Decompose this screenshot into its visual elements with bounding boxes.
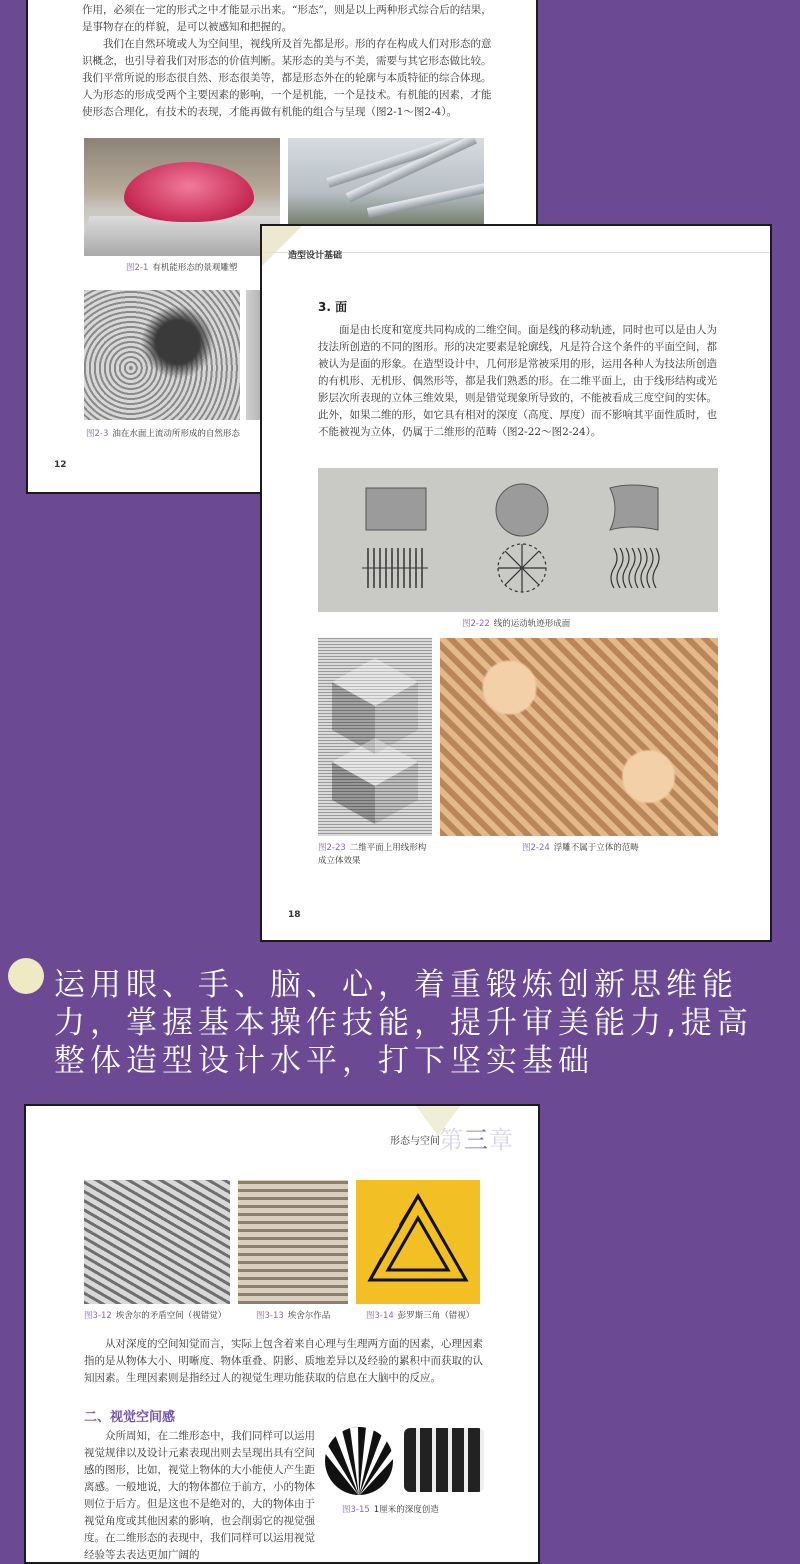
caption-text: 埃舍尔的矛盾空间（视错觉） — [115, 1311, 227, 1321]
subsection-title: 二、视觉空间感 — [84, 1410, 176, 1425]
figure-3-13-caption — [256, 1310, 356, 1323]
bullet-dot — [8, 958, 44, 994]
figure-3-14-caption — [366, 1310, 486, 1323]
banner-text: 运用眼、手、脑、心，着重锻炼创新思维能力，掌握基本操作技能，提升审美能力,提高整体造型设计水平，打下坚实基础 — [54, 967, 753, 1079]
page-number: 12 — [54, 460, 67, 470]
page-12-body — [82, 2, 492, 121]
wavy-lines — [611, 548, 659, 588]
shape-trajectory-figure — [318, 468, 718, 612]
header-title: 造型设计基础 — [288, 251, 343, 261]
penrose-triangle-image — [356, 1180, 480, 1304]
chapter-paragraph-1: 从对深度的空间知觉而言，实际上包含着来自心理与生理两方面的因素，心理因素指的是从物体大小、明晰度、物体重叠、阴影、质地差异以及经验的累积中而获取的认知因素。生理因素则是指经过人的视觉生理功能获取的信息在大脑中的反应。 — [84, 1338, 483, 1384]
chapter-suffix: 章 — [489, 1126, 514, 1154]
cylinder-depth-image — [404, 1428, 484, 1492]
red-lips-shape — [124, 162, 254, 222]
chapter-heading — [439, 1120, 514, 1155]
steel-sculpture-image — [288, 138, 484, 228]
caption-text: 埃舍尔作品 — [287, 1311, 331, 1321]
sculpture-base — [84, 216, 280, 256]
caption-text: 1厘米的深度创造 — [373, 1505, 439, 1515]
page-number: 18 — [288, 910, 301, 920]
figure-number: 图3-15 — [342, 1505, 370, 1515]
cube-illusion-svg — [318, 638, 432, 836]
chapter-number: 三 — [464, 1126, 489, 1154]
escher-waterfall-image — [238, 1180, 348, 1304]
page-18-paragraph: 面是由长度和宽度共同构成的二维空间。面是线的移动轨迹，同时也可以是由人为技法所创造的不同的图形。形的决定要素是轮廓线，凡是符合这个条件的平面空间，都被认为是面的形象。在造型设计中，几何形是常被采用的形，运用各种人为技法所创造的有机形、无机形、偶然形等，都是我们熟悉的形。在二维平面上，由于线形结构或光影层次所表现的立体三维效果，则是错觉现象所导致的，不能被看成三度空间的实体。此外，如果二维的形，如它具有相对的深度（高度、厚度）而不影响其平面性质时，也不能被视为立体，仍属于二维形的范畴（图2-22～图2-24）。 — [318, 324, 717, 438]
line-cube-illusion-image — [318, 638, 432, 836]
figure-number: 图2-1 — [126, 263, 149, 273]
penrose-triangle-svg — [356, 1180, 480, 1304]
caption-text-line-2: 成立体效果 — [318, 856, 361, 866]
figure-number: 图2-22 — [462, 619, 490, 629]
vertical-lines — [362, 548, 428, 588]
figure-number: 图2-3 — [86, 429, 109, 439]
escher-relativity-image — [84, 1180, 230, 1304]
chapter-body-2 — [84, 1428, 324, 1564]
marbled-oil-image — [84, 290, 240, 420]
steel-beam — [367, 183, 484, 218]
square-shape — [366, 488, 426, 530]
caption-text: 浮雕不属于立体的范畴 — [553, 843, 639, 853]
chapter-label: 形态与空间 — [390, 1136, 440, 1147]
figure-2-24-caption — [522, 842, 712, 855]
chapter-body-1 — [84, 1336, 484, 1387]
figure-number: 图3-12 — [84, 1311, 112, 1321]
figure-number: 图2-23 — [318, 843, 346, 853]
figure-3-12-caption — [84, 1310, 234, 1323]
figure-number: 图3-13 — [256, 1311, 284, 1321]
relief-carving-image — [440, 638, 718, 836]
lips-sculpture-image — [84, 138, 280, 256]
caption-text: 二维平面上用线形构 — [349, 843, 427, 853]
book-chapter-3-page — [24, 1104, 540, 1564]
figure-number: 图2-24 — [522, 843, 550, 853]
caption-text: 线的运动轨迹形成面 — [493, 619, 571, 629]
page-18-body — [318, 322, 718, 441]
caption-text: 油在水面上流动所形成的自然形态 — [112, 429, 240, 439]
book-page-18 — [260, 224, 772, 942]
figure-2-22-caption — [462, 618, 662, 631]
page-12-paragraph-1: 作用，必须在一定的形式之中才能显示出来。“形态”，则是以上两种形式综合后的结果，是事物存在的样貌，是可以被感知和把握的。 — [82, 4, 492, 33]
figure-3-15-caption — [342, 1504, 492, 1517]
radial-lines — [498, 544, 546, 592]
caption-text: 有机能形态的景观雕塑 — [152, 263, 238, 273]
radial-burst-image — [320, 1424, 398, 1498]
wave-shape — [610, 485, 658, 530]
shape-trajectory-svg — [318, 468, 718, 612]
caption-text: 彭罗斯三角（错视） — [397, 1311, 475, 1321]
radial-burst-svg — [320, 1424, 398, 1498]
chapter-paragraph-2: 众所周知，在二维形态中，我们同样可以运用视觉规律以及设计元素表现出则去呈现出具有空间感的图形，比如，视觉上物体的大小能使人产生距离感。一般地说，大的物体都位于前方，小的物体则位于后方。但是这也不是绝对的，大的物体由于视觉角度或其他因素的影响，也会削弱它的视觉强度。在二维形态的表现中，我们同样可以运用视觉经验等去表达更加广阔的 — [84, 1430, 315, 1561]
chapter-prefix: 第 — [439, 1126, 464, 1154]
section-title: 3. 面 — [318, 300, 348, 314]
circle-shape — [496, 484, 548, 536]
page-12-paragraph-2: 我们在自然环境或人为空间里，视线所及首先都是形。形的存在构成人们对形态的意识概念，也引导着我们对形态的价值判断。某形态的美与不美，需要与其它形态做比较。我们平常所说的形态很自然、形态很美等，都是形态外在的轮廓与本质特征的综合体现。人为形态的形成受两个主要因素的影响，一个是机能，一个是技术。有机能的因素，才能使形态合理化，有技术的表现，才能再做有机能的组合与呈现（图2-1～图2-4）。 — [82, 38, 492, 118]
figure-2-23-caption — [318, 842, 438, 868]
figure-number: 图3-14 — [366, 1311, 394, 1321]
